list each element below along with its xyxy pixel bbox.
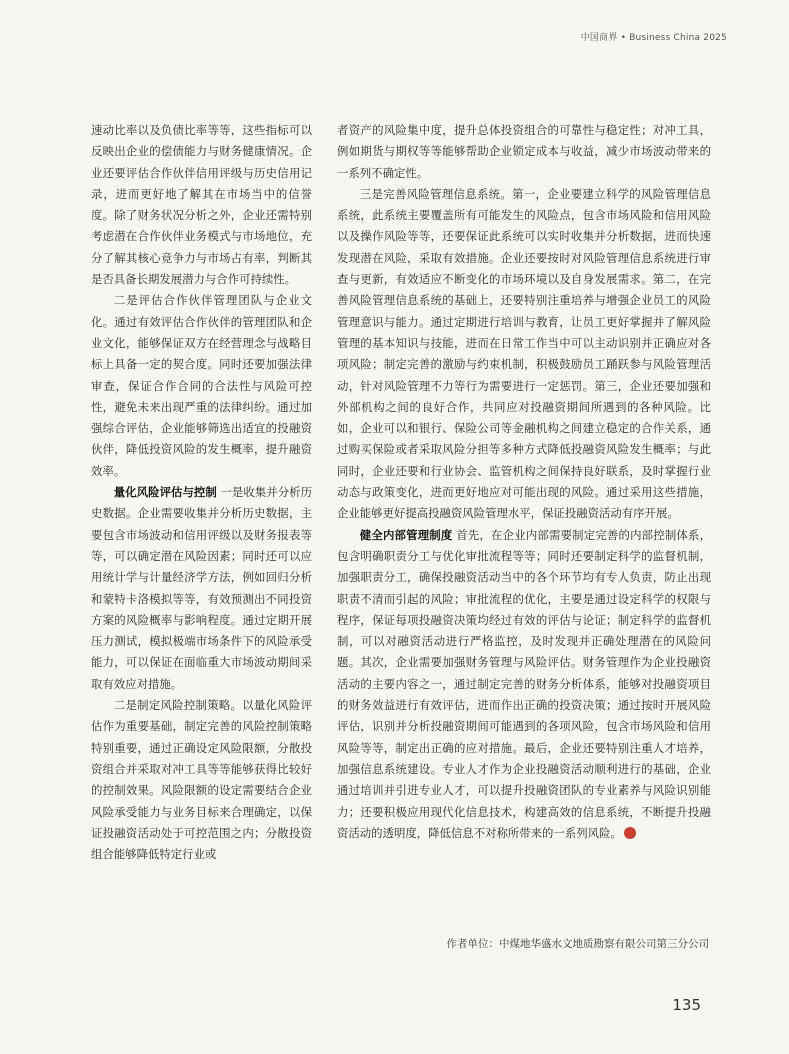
paragraph: 二是制定风险控制策略。以量化风险评估作为重要基础，制定完善的风险控制策略特别重要，通过正确设定风险限额，分散投资组合并采取对冲工具等等能够获得比较好的控制效果。风险限额的设定需要结合企业风险承受能力与业务目标来合理确定，以保证投融资活动处于可控范围之内；分散投资组合能够降低特定行业或 xyxy=(91,698,312,862)
paragraph-body: 首先，在企业内部需要制定完善的内部控制体系，包含明确职责分工与优化审批流程等等；同时还要制定科学的监督机制，加强职责分工，确保投融资活动当中的各个环节均有专人负责，防止出现职责不清而引起的风险；审批流程的优化，主要是通过设定科学的权限与程序，保证每项投融资决策均经过有效的评估与论证；制定科学的监督机制，可以对融资活动进行严格监控，及时发现并正确处理潜在的风险问题。其次，企业需要加强财务管理与风险评估。财务管理作为企业投融资活动的主要内容之一，通过制定完善的财务分析体系，能够对投融资项目的财务效益进行有效评估，进而作出正确的投资决策；通过按时开展风险评估，识别并分析投融资期间可能遇到的各项风险，包含市场风险和信用风险等等，制定出正确的应对措施。最后，企业还要特别注重人才培养，加强信息系统建设。专业人才作为企业投融资活动顺利进行的基础，企业通过培训并引进专业人才，可以提升投融资团队的专业素养与风险识别能力；还要积极应用现代化信息技术，构建高效的信息系统，不断提升投融资活动的透明度，降低信息不对称所带来的一系列风险。 xyxy=(337,527,711,840)
paragraph: 速动比率以及负债比率等等，这些指标可以反映出企业的偿债能力与财务健康情况。企业还要评估合作伙伴信用评级与历史信用记录，进而更好地了解其在市场当中的信誉度。除了财务状况分析之外，企业还需特别考虑潜在合作伙伴业务模式与市场地位，充分了解其核心竞争力与市场占有率，判断其是否具备长期发展潜力与合作可持续性。 xyxy=(91,123,312,287)
right-column xyxy=(337,120,711,844)
running-header: 中国商界 • Business China 2025 xyxy=(580,33,727,43)
author-affiliation: 作者单位：中煤地华盛水文地质勘察有限公司第三分公司 xyxy=(446,938,709,950)
paragraph xyxy=(337,525,711,844)
paragraph xyxy=(91,482,312,695)
paragraph: 二是评估合作伙伴管理团队与企业文化。通过有效评估合作伙伴的管理团队和企业文化，能够保证双方在经营理念与战略目标上具备一定的契合度。同时还要加强法律审查，保证合作合同的合法性与风险可控性，避免未来出现严重的法律纠纷。通过加强综合评估，企业能够筛选出适宜的投融资伙伴，降低投资风险的发生概率，提升融资效率。 xyxy=(91,293,312,478)
paragraph: 三是完善风险管理信息系统。第一，企业要建立科学的风险管理信息系统，此系统主要覆盖所有可能发生的风险点，包含市场风险和信用风险以及操作风险等等，还要保证此系统可以实时收集并分析数据，进而快速发现潜在风险，采取有效措施。企业还要按时对风险管理信息系统进行审查与更新，有效适应不断变化的市场环境以及自身发展需求。第二，在完善风险管理信息系统的基础上，还要特别注重培养与增强企业员工的风险管理意识与能力。通过定期进行培训与教育，让员工更好掌握并了解风险管理的基本知识与技能，进而在日常工作当中可以主动识别并正确应对各项风险；制定完善的激励与约束机制，积极鼓励员工踊跃参与风险管理活动，针对风险管理不力等行为需要进行一定惩罚。第三，企业还要加强和外部机构之间的良好合作，共同应对投融资期间所遇到的各种风险。比如，企业可以和银行、保险公司等金融机构之间建立稳定的合作关系，通过购买保险或者采取风险分担等多种方式降低投融资风险发生概率；与此同时，企业还要和行业协会、监管机构之间保持良好联系，及时掌握行业动态与政策变化，进而更好地应对可能出现的风险。通过采用这些措施，企业能够更好提高投融资风险管理水平，保证投融资活动有序开展。 xyxy=(337,186,711,521)
section-heading: 量化风险评估与控制 xyxy=(113,485,217,500)
left-column xyxy=(91,120,312,865)
page-number: 135 xyxy=(672,996,701,1014)
paragraph-body: 一是收集并分析历史数据。企业需要收集并分析历史数据，主要包含市场波动和信用评级以及财务报表等等，可以确定潜在风险因素；同时还可以应用统计学与计量经济学方法，例如回归分析和蒙特卡洛模拟等等，有效预测出不同投资方案的风险概率与影响程度。通过定期开展压力测试，模拟极端市场条件下的风险承受能力，可以保证在面临重大市场波动期间采取有效应对措施。 xyxy=(91,485,312,691)
paragraph: 者资产的风险集中度，提升总体投资组合的可靠性与稳定性；对冲工具，例如期货与期权等等能够帮助企业锁定成本与收益，减少市场波动带来的一系列不确定性。 xyxy=(337,123,711,180)
section-heading: 健全内部管理制度 xyxy=(359,527,453,542)
article-end-icon xyxy=(624,827,636,839)
